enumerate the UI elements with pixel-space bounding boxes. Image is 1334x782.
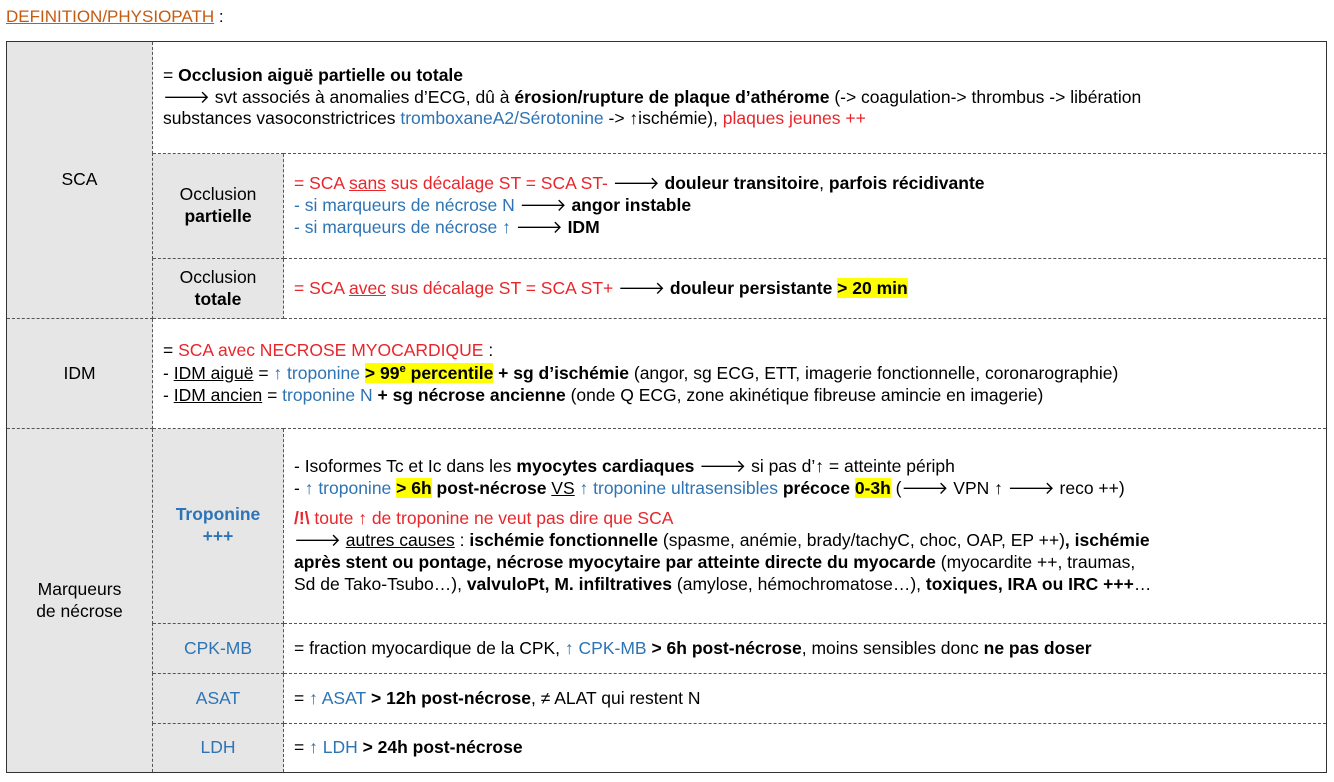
ldh-a: = [294, 737, 310, 758]
idm-content [153, 319, 1327, 429]
idm-l2-b: = [253, 362, 274, 383]
idm-l3-bold: + sg nécrose ancienne [372, 384, 566, 405]
idm-l3-rest: (onde Q ECG, zone akinétique fibreuse amincie en imagerie) [565, 384, 1044, 405]
sca-def-line3 [163, 108, 1316, 130]
trop-l6-a: Sd de Tako-Tsubo…), [294, 573, 467, 594]
partielle-line2 [294, 195, 1316, 217]
arrow-icon: 🡒 [515, 216, 568, 237]
section-title-colon: : [214, 7, 224, 26]
arrow-icon: 🡒 [519, 195, 572, 216]
sca-def-line2 [163, 87, 1316, 109]
sca-l3-blue: tromboxaneA2/Sérotonine [400, 108, 604, 129]
partielle-l3-blue: - si marqueurs de nécrose ↑ [294, 216, 516, 237]
marqueurs-label-a: Marqueurs [37, 578, 122, 599]
asat-blue: ↑ ASAT [309, 687, 367, 708]
idm-l3-u: IDM ancien [173, 384, 263, 405]
trop-l2-blue-b: ↑ troponine ultrasensibles [574, 478, 783, 499]
trop-l3-red: toute ↑ de troponine ne veut pas dire que SCA [309, 508, 674, 529]
trop-l4-a: : [454, 530, 470, 550]
ldh-content [284, 724, 1327, 773]
trop-l2-vs: VS [551, 478, 575, 499]
idm-l1-red: SCA avec NECROSE MYOCARDIQUE [178, 340, 484, 361]
sca-label: SCA [61, 169, 98, 190]
occlusion-partielle-row [7, 154, 1327, 259]
trop-l2-a: - [294, 478, 305, 499]
arrow-icon: 🡒 [618, 277, 670, 298]
idm-l3-b: = [262, 384, 283, 405]
totale-bold: douleur persistante [669, 277, 838, 298]
partielle-l1-red-b: sus décalage ST = SCA ST- [385, 173, 613, 194]
troponine-content [284, 429, 1327, 624]
trop-line5 [294, 552, 1316, 574]
occlusion-totale-label-cell [153, 259, 284, 319]
sca-label-cell [7, 42, 153, 319]
sca-def-eq: = [163, 64, 179, 85]
trop-l1-bold: myocytes cardiaques [516, 456, 695, 477]
asat-b: , ≠ ALAT qui restent N [531, 687, 701, 708]
trop-l6-bold-b: toxiques, IRA ou IRC +++ [925, 573, 1134, 594]
cpk-label: CPK-MB [183, 637, 253, 658]
trop-l2-rest: (🡒 VPN ↑ 🡒 reco ++) [890, 478, 1125, 499]
partielle-line1 [294, 173, 1316, 195]
troponine-label-a: Troponine [175, 504, 261, 525]
cpk-blue: ↑ CPK-MB [564, 637, 647, 658]
sca-l3-text: substances vasoconstrictrices [163, 108, 401, 129]
troponine-label-cell [153, 429, 284, 624]
partielle-line3 [294, 217, 1316, 239]
partielle-l1-red-a: = SCA [294, 173, 349, 194]
totale-red-u: avec [348, 277, 386, 298]
marqueurs-label-b: de nécrose [36, 600, 123, 621]
ldh-label: LDH [200, 737, 236, 758]
troponine-label-b: +++ [202, 526, 234, 546]
trop-l1-b: 🡒 si pas d’↑ = atteinte périph [694, 456, 955, 477]
idm-l2-a: - [163, 362, 174, 383]
partielle-l2-bold: angor instable [571, 195, 692, 216]
idm-row [7, 319, 1327, 429]
idm-l3-a: - [163, 384, 174, 405]
idm-line1 [163, 340, 1316, 362]
asat-label-cell [153, 674, 284, 724]
sca-definition-cell [153, 42, 1327, 154]
definition-table [6, 41, 1327, 773]
trop-line2 [294, 478, 1316, 500]
partielle-l1-bold-b: parfois récidivante [828, 173, 985, 194]
trop-line4 [294, 530, 1316, 552]
occlusion-partielle-content [284, 154, 1327, 259]
idm-line2 [163, 362, 1316, 385]
asat-a: = [294, 687, 310, 708]
occlusion-totale-label-b: totale [194, 288, 242, 309]
ldh-row [7, 724, 1327, 773]
idm-l2-u: IDM aiguë [173, 362, 254, 383]
idm-l1-b: : [483, 340, 494, 361]
warning-icon: /!\ [294, 508, 310, 529]
trop-l4-bold-b: , ischémie [1064, 530, 1150, 550]
arrow-icon: 🡒 [612, 173, 665, 194]
ldh-bold: > 24h post-nécrose [357, 737, 523, 758]
ldh-blue: ↑ LDH [309, 737, 358, 758]
cpk-bold: > 6h post-nécrose [646, 637, 802, 658]
trop-l4-b: (spasme, anémie, brady/tachyC, choc, OAP, EP ++) [658, 530, 1065, 550]
occlusion-partielle-label-b: partielle [184, 206, 252, 226]
sca-l2-rest: (-> coagulation-> thrombus -> libération [829, 86, 1142, 107]
trop-l6-c: … [1133, 573, 1152, 594]
totale-highlight: > 20 min [837, 277, 908, 298]
trop-l2-hl-a: > 6h [396, 478, 432, 499]
idm-label-cell [7, 319, 153, 429]
idm-l2-bold: + sg d’ischémie [493, 362, 629, 383]
trop-line6 [294, 574, 1316, 596]
occlusion-totale-label-a: Occlusion [179, 266, 257, 287]
occlusion-partielle-label-a: Occlusion [179, 184, 257, 205]
idm-label: IDM [63, 362, 96, 383]
trop-l5-rest: (myocardite ++, traumas, [935, 551, 1136, 572]
ldh-label-cell [153, 724, 284, 773]
partielle-l2-blue: - si marqueurs de nécrose N [294, 195, 520, 216]
occlusion-partielle-label-cell [153, 154, 284, 259]
trop-l6-b: (amylose, hémochromatose…), [672, 573, 926, 594]
occlusion-totale-content [284, 259, 1327, 319]
sca-row [7, 42, 1327, 154]
partielle-l1-bold-a: douleur transitoire [664, 173, 820, 194]
idm-line3 [163, 385, 1316, 407]
sca-l2-bold: érosion/rupture de plaque d’athérome [514, 86, 830, 107]
section-title [6, 6, 224, 27]
trop-l1-a: - Isoformes Tc et Ic dans les [294, 456, 517, 477]
idm-l2-blue: ↑ troponine [273, 362, 365, 383]
totale-red-a: = SCA [294, 277, 349, 298]
trop-l4-u: autres causes [345, 530, 455, 550]
sca-def-line1 [163, 65, 1316, 87]
asat-row [7, 674, 1327, 724]
sca-l3-text-b: -> ↑ischémie), [603, 108, 723, 129]
idm-l1-a: = [163, 340, 179, 361]
asat-label: ASAT [195, 687, 241, 708]
trop-l2-bold-a: post-nécrose [431, 478, 552, 499]
occlusion-totale-row [7, 259, 1327, 319]
troponine-row [7, 429, 1327, 624]
ordinal-superscript: e [399, 363, 406, 376]
idm-l2-rest: (angor, sg ECG, ETT, imagerie fonctionnelle, coronarographie) [629, 362, 1119, 383]
totale-red-b: sus décalage ST = SCA ST+ [385, 277, 619, 298]
sca-def-bold: Occlusion aiguë partielle ou totale [178, 64, 464, 85]
trop-l2-blue-a: ↑ troponine [304, 478, 397, 499]
trop-l2-hl-b: 0-3h [854, 478, 891, 499]
cpk-b: , moins sensibles donc [801, 637, 984, 658]
arrow-icon: 🡒 [294, 530, 346, 550]
cpk-label-cell [153, 624, 284, 674]
asat-bold: > 12h post-nécrose [366, 687, 532, 708]
partielle-l3-bold: IDM [567, 216, 600, 237]
cpk-a: = fraction myocardique de la CPK, [294, 637, 565, 658]
trop-line3 [294, 508, 1316, 530]
partielle-l1-red-u: sans [348, 173, 386, 194]
asat-content [284, 674, 1327, 724]
cpk-bold-b: ne pas doser [983, 637, 1092, 658]
sca-l2-text: 🡒 svt associés à anomalies d’ECG, dû à [163, 86, 515, 107]
idm-l3-blue: troponine N [282, 384, 373, 405]
cpk-row [7, 624, 1327, 674]
cpk-content [284, 624, 1327, 674]
trop-l4-bold-a: ischémie fonctionnelle [469, 530, 658, 550]
trop-line1 [294, 456, 1316, 478]
trop-l5-bold: après stent ou pontage, nécrose myocytaire par atteinte directe du myocarde [294, 551, 936, 572]
trop-l2-bold-b: précoce [782, 478, 855, 499]
marqueurs-label-cell [7, 429, 153, 773]
sca-l3-red: plaques jeunes ++ [722, 108, 866, 129]
trop-l6-bold-a: valvuloPt, M. infiltratives [466, 573, 673, 594]
idm-l2-highlight: > $99^e$ percentile [364, 362, 494, 383]
partielle-l1-sep: , [819, 173, 829, 194]
section-title-text: DEFINITION/PHYSIOPATH [6, 7, 215, 26]
